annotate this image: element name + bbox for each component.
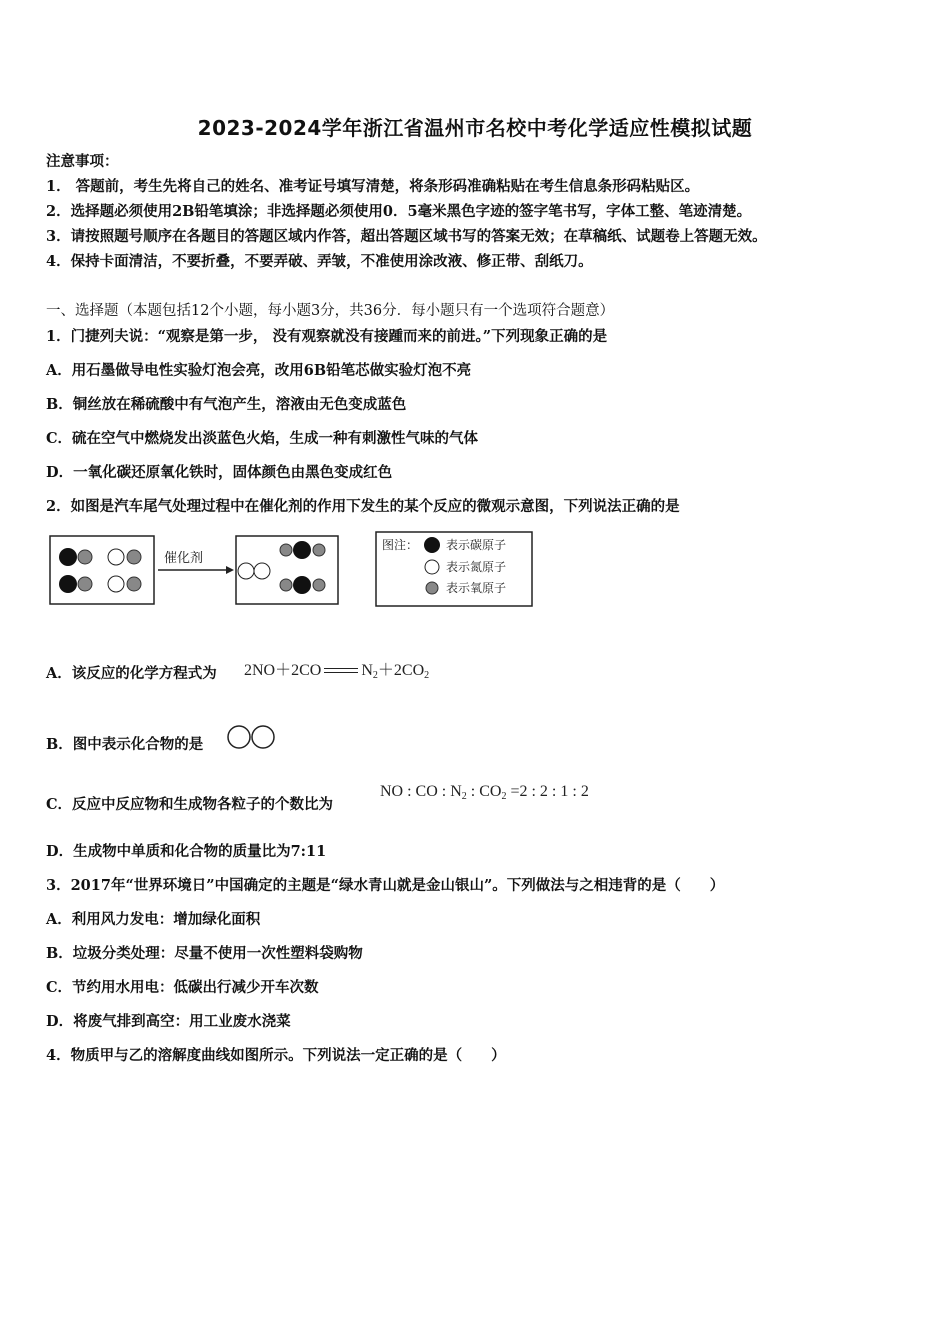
notice-item: 1． 答题前，考生先将自己的姓名、准考证号填写清楚，将条形码准确粘贴在考生信息条形码粘贴区。: [46, 178, 700, 195]
question-3-option-c: C．节约用水用电：低碳出行减少开车次数: [46, 979, 319, 996]
n2-molecule-icon: [226, 724, 280, 754]
carbon-atom: [293, 576, 311, 594]
carbon-atom: [59, 548, 77, 566]
legend-carbon-atom: [424, 537, 440, 553]
arrow-head: [226, 566, 234, 574]
question-2-stem: 2．如图是汽车尾气处理过程中在催化剂的作用下发生的某个反应的微观示意图，下列说法正确的是: [46, 498, 680, 515]
equation-lhs: 2NO＋2CO: [244, 662, 322, 679]
question-3-option-a: A．利用风力发电：增加绿化面积: [46, 911, 261, 928]
question-3-option-d: D．将废气排到高空：用工业废水浇菜: [46, 1013, 291, 1030]
question-1-stem: 1．门捷列夫说：“观察是第一步， 没有观察就没有接踵而来的前进。”下列现象正确的是: [46, 328, 608, 345]
legend-carbon-label: 表示碳原子: [446, 538, 507, 552]
ratio-sub: 2: [461, 791, 467, 802]
nitrogen-atom: [108, 576, 124, 592]
reactant-box: [50, 536, 154, 604]
oxygen-atom: [127, 550, 141, 564]
catalyst-label: 催化剂: [164, 551, 204, 566]
question-1-option-b: B．铜丝放在稀硫酸中有气泡产生，溶液由无色变成蓝色: [46, 396, 407, 413]
question-2-option-c-label: C．反应中反应物和生成物各粒子的个数比为: [46, 796, 334, 813]
oxygen-atom: [78, 577, 92, 591]
notice-item: 4．保持卡面清洁，不要折叠，不要弄破、弄皱，不准使用涂改液、修正带、刮纸刀。: [46, 253, 593, 270]
particle-ratio: [380, 783, 589, 802]
equation-sub: 2: [372, 670, 378, 681]
ratio-part: : CO: [466, 783, 502, 800]
reaction-diagram-svg: [46, 528, 536, 610]
legend-nitrogen-atom: [425, 560, 439, 574]
ratio-sub: 2: [501, 791, 507, 802]
nitrogen-atom: [238, 563, 254, 579]
notice-item: 2．选择题必须使用2B铅笔填涂；非选择题必须使用0．5毫米黑色字迹的签字笔书写，字体工整、笔迹清楚。: [46, 203, 752, 220]
page-title: 2023-2024学年浙江省温州市名校中考化学适应性模拟试题: [197, 116, 753, 140]
question-1-option-a: A．用石墨做导电性实验灯泡会亮，改用6B铅笔芯做实验灯泡不亮: [46, 362, 472, 379]
notice-heading: 注意事项：: [46, 153, 119, 170]
question-1-option-d: D．一氧化碳还原氧化铁时，固体颜色由黑色变成红色: [46, 464, 393, 481]
reaction-diagram: [46, 528, 536, 614]
chemical-equation: [244, 657, 429, 681]
equation-rhs: ＋2CO: [377, 662, 425, 679]
legend-nitrogen-label: 表示氮原子: [446, 560, 507, 574]
notice-item: 3．请按照题号顺序在各题目的答题区域内作答，超出答题区域书写的答案无效；在草稿纸、试题卷上答题无效。: [46, 228, 767, 245]
equation-n: N: [361, 662, 373, 679]
carbon-atom: [59, 575, 77, 593]
oxygen-atom: [78, 550, 92, 564]
oxygen-atom: [313, 579, 325, 591]
ratio-part: NO : CO : N: [380, 783, 462, 800]
ratio-part: =2 : 2 : 1 : 2: [506, 783, 589, 800]
legend-oxygen-atom: [426, 582, 438, 594]
question-4-stem: 4．物质甲与乙的溶解度曲线如图所示。下列说法一定正确的是（ ）: [46, 1047, 506, 1064]
equation-sub: 2: [424, 670, 430, 681]
question-2-option-b: B．图中表示化合物的是: [46, 736, 204, 753]
question-3-stem: 3．2017年“世界环境日”中国确定的主题是“绿水青山就是金山银山”。下列做法与之相违背的是（ ）: [46, 877, 725, 894]
oxygen-atom: [280, 544, 292, 556]
nitrogen-atom: [254, 563, 270, 579]
oxygen-atom: [313, 544, 325, 556]
oxygen-atom: [127, 577, 141, 591]
question-2-option-d: D．生成物中单质和化合物的质量比为7:11: [46, 843, 327, 860]
question-3-option-b: B．垃圾分类处理：尽量不使用一次性塑料袋购物: [46, 945, 363, 962]
oxygen-atom: [280, 579, 292, 591]
section-heading: 一、选择题（本题包括12个小题，每小题3分，共36分．每小题只有一个选项符合题意）: [46, 303, 615, 319]
legend-title: 图注：: [382, 538, 419, 552]
equals-sign: [324, 666, 358, 676]
carbon-atom: [293, 541, 311, 559]
nitrogen-atom: [108, 549, 124, 565]
question-2-option-a-label: A．该反应的化学方程式为: [46, 665, 217, 682]
question-1-option-c: C．硫在空气中燃烧发出淡蓝色火焰，生成一种有刺激性气味的气体: [46, 430, 479, 447]
legend-oxygen-label: 表示氧原子: [446, 581, 507, 595]
